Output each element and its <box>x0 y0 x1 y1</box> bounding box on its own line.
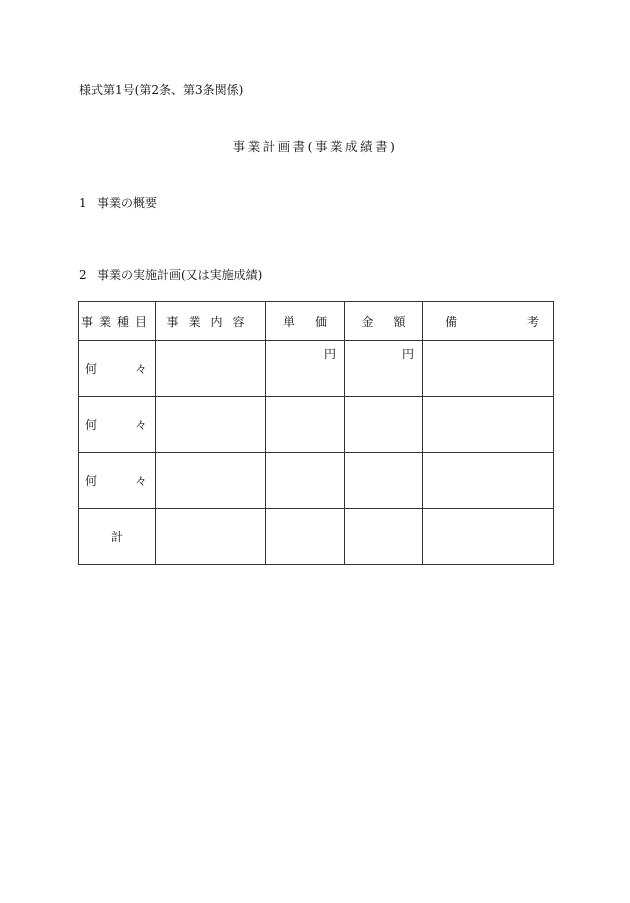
unit-price-cell[interactable] <box>266 341 345 397</box>
section-number: 1 <box>79 196 87 210</box>
content-cell[interactable] <box>156 453 266 509</box>
total-label-cell: 計 <box>79 509 156 565</box>
content-cell[interactable] <box>156 509 266 565</box>
unit-price-cell[interactable] <box>266 509 345 565</box>
row-label-cell: 何 々 <box>79 453 156 509</box>
header-unit-price: 単 価 <box>266 302 345 341</box>
table-row <box>79 397 554 453</box>
section-title: 事業の概要 <box>97 196 158 210</box>
amount-cell[interactable] <box>345 341 423 397</box>
row-label-cell: 何 々 <box>79 397 156 453</box>
section-number: 2 <box>79 268 87 282</box>
header-amount: 金 額 <box>345 302 423 341</box>
yen-unit: 円 <box>323 347 336 361</box>
table-header-row <box>79 302 554 341</box>
header-remarks: 備 考 <box>423 302 554 341</box>
remarks-cell[interactable] <box>423 509 554 565</box>
section-heading-plan <box>79 266 262 283</box>
document-title: 事業計画書(事業成績書) <box>232 139 398 154</box>
remarks-cell[interactable] <box>423 341 554 397</box>
remarks-cell[interactable] <box>423 397 554 453</box>
table-row <box>79 453 554 509</box>
table-total-row <box>79 509 554 565</box>
section-title: 事業の実施計画(又は実施成績) <box>97 268 263 282</box>
yen-unit: 円 <box>401 347 414 361</box>
plan-table <box>78 301 554 565</box>
header-category: 事業種目 <box>79 302 156 341</box>
table-row <box>79 341 554 397</box>
content-cell[interactable] <box>156 397 266 453</box>
row-label-cell: 何 々 <box>79 341 156 397</box>
amount-cell[interactable] <box>345 453 423 509</box>
content-cell[interactable] <box>156 341 266 397</box>
header-content: 事業内容 <box>156 302 266 341</box>
amount-cell[interactable] <box>345 397 423 453</box>
unit-price-cell[interactable] <box>266 453 345 509</box>
amount-cell[interactable] <box>345 509 423 565</box>
remarks-cell[interactable] <box>423 453 554 509</box>
unit-price-cell[interactable] <box>266 397 345 453</box>
section-heading-overview <box>79 194 157 211</box>
form-number: 様式第1号(第2条、第3条関係) <box>79 83 244 97</box>
